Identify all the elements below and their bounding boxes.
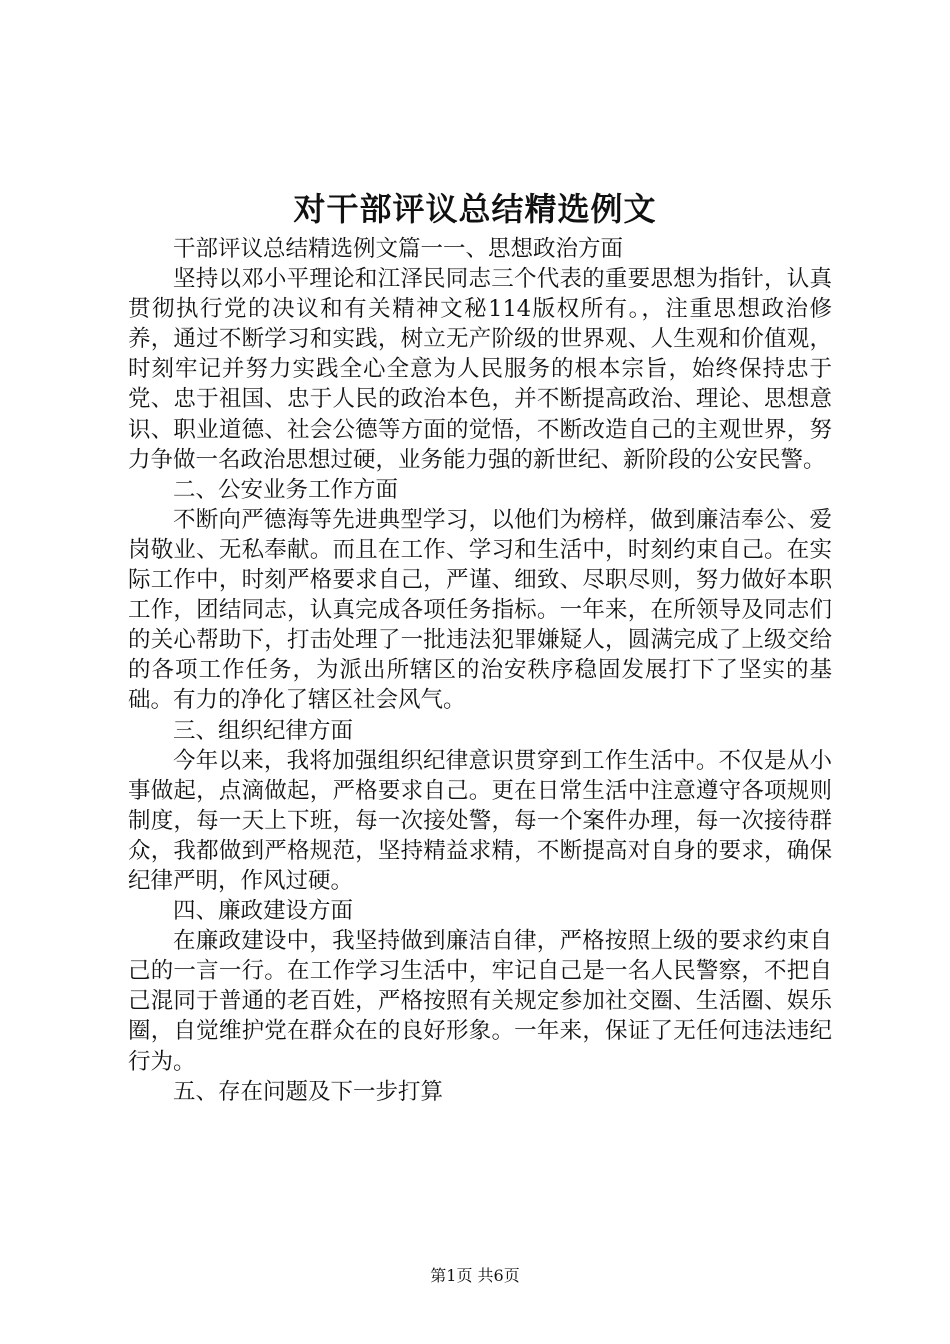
section-heading-problems: 五、存在问题及下一步打算	[173, 1078, 444, 1105]
document-body	[128, 234, 832, 1107]
paragraph-discipline: 今年以来，我将加强组织纪律意识贯穿到工作生活中。不仅是从小事做起，点滴做起，严格要求自己。更在日常生活中注意遵守各项规则制度，每一天上下班，每一次接处警，每一个案件办理，每一次接待群众，我都做到严格规范，坚持精益求精，不断提高对自身的要求，确保纪律严明，作风过硬。	[128, 747, 832, 894]
section-heading-integrity: 四、廉政建设方面	[173, 898, 354, 925]
paragraph-intro-heading: 干部评议总结精选例文篇一一、思想政治方面	[173, 236, 624, 262]
paragraph-police-work: 不断向严德海等先进典型学习，以他们为榜样，做到廉洁奉公、爱岗敬业、无私奉献。而且在工作、学习和生活中，时刻约束自己。在实际工作中，时刻严格要求自己，严谨、细致、尽职尽则，努力做好本职工作，团结同志，认真完成各项任务指标。一年来，在所领导及同志们的关心帮助下，打击处理了一批违法犯罪嫌疑人，圆满完成了上级交给的各项工作任务，为派出所辖区的治安秩序稳固发展打下了坚实的基础。有力的净化了辖区社会风气。	[128, 506, 832, 714]
paragraph-integrity: 在廉政建设中，我坚持做到廉洁自律，严格按照上级的要求约束自己的一言一行。在工作学习生活中，牢记自己是一名人民警察，不把自己混同于普通的老百姓，严格按照有关规定参加社交圈、生活圈、娱乐圈，自觉维护党在群众在的良好形象。一年来，保证了无任何违法违纪行为。	[128, 928, 832, 1075]
section-heading-discipline: 三、组织纪律方面	[173, 717, 354, 744]
section-heading-police-work: 二、公安业务工作方面	[173, 476, 399, 503]
document-title: 对干部评议总结精选例文	[293, 190, 657, 228]
paragraph-political-thought: 坚持以邓小平理论和江泽民同志三个代表的重要思想为指针，认真贯彻执行党的决议和有关精神文秘114版权所有。，注重思想政治修养，通过不断学习和实践，树立无产阶级的世界观、人生观和价值观，时刻牢记并努力实践全心全意为人民服务的根本宗旨，始终保持忠于党、忠于祖国、忠于人民的政治本色，并不断提高政治、理论、思想意识、职业道德、社会公德等方面的觉悟，不断改造自己的主观世界，努力争做一名政治思想过硬，业务能力强的新世纪、新阶段的公安民警。	[128, 266, 832, 473]
page-number-footer: 第1页 共6页	[430, 1266, 520, 1285]
